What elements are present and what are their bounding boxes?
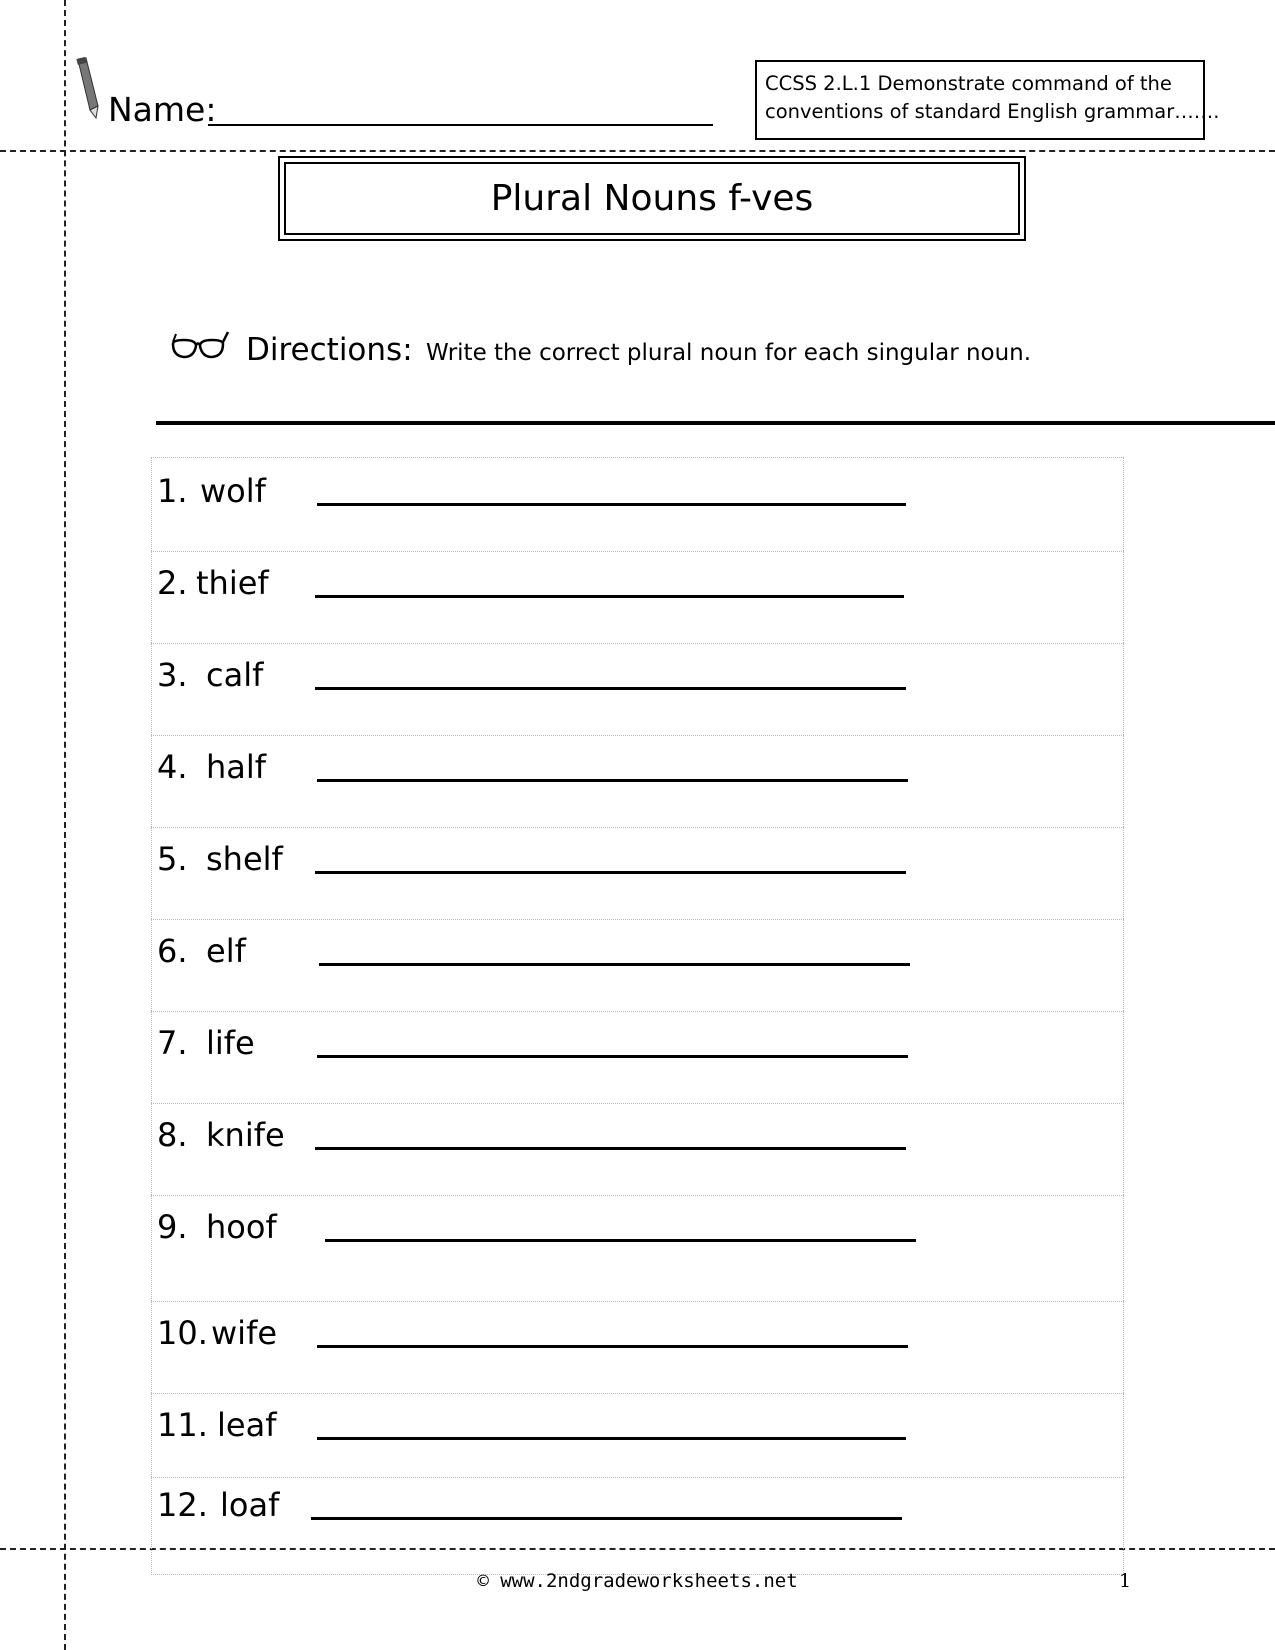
singular-noun: wife bbox=[211, 1314, 278, 1352]
page-number: 1 bbox=[1119, 1570, 1132, 1592]
item-number: 4. bbox=[157, 748, 188, 786]
row-separator bbox=[151, 1011, 1124, 1012]
name-line[interactable] bbox=[208, 124, 713, 126]
singular-noun: loaf bbox=[220, 1486, 280, 1524]
name-label: Name: bbox=[108, 90, 217, 129]
item-number: 7. bbox=[157, 1024, 188, 1062]
singular-noun: life bbox=[206, 1024, 255, 1062]
singular-noun: wolf bbox=[200, 472, 266, 510]
row-separator bbox=[151, 1103, 1124, 1104]
ccss-standard-box bbox=[755, 60, 1220, 140]
item-number: 10. bbox=[157, 1314, 208, 1352]
answer-line[interactable] bbox=[317, 1437, 906, 1440]
item-number: 9. bbox=[157, 1208, 188, 1246]
singular-noun: elf bbox=[206, 932, 246, 970]
singular-noun: thief bbox=[196, 564, 269, 602]
answer-line[interactable] bbox=[315, 595, 904, 598]
copyright-text: © www.2ndgradeworksheets.net bbox=[477, 1570, 798, 1592]
answer-line[interactable] bbox=[315, 1147, 906, 1150]
answer-line[interactable] bbox=[317, 503, 906, 506]
directions-label: Directions: bbox=[246, 332, 413, 368]
item-number: 2. bbox=[157, 564, 188, 602]
item-number: 5. bbox=[157, 840, 188, 878]
row-separator bbox=[151, 1195, 1124, 1196]
row-separator bbox=[151, 735, 1124, 736]
singular-noun: shelf bbox=[206, 840, 283, 878]
item-number: 6. bbox=[157, 932, 188, 970]
item-number: 11. bbox=[157, 1406, 208, 1444]
title-box bbox=[278, 156, 1026, 241]
page-title: Plural Nouns f-ves bbox=[284, 162, 1020, 235]
directions-rule bbox=[156, 421, 1275, 425]
singular-noun: hoof bbox=[206, 1208, 277, 1246]
row-separator bbox=[151, 551, 1124, 552]
item-number: 1. bbox=[157, 472, 188, 510]
vertical-guide-line bbox=[64, 0, 66, 1650]
answer-line[interactable] bbox=[315, 687, 906, 690]
item-number: 3. bbox=[157, 656, 188, 694]
row-separator bbox=[151, 919, 1124, 920]
answer-line[interactable] bbox=[317, 1055, 908, 1058]
item-number: 12. bbox=[157, 1486, 208, 1524]
exercise-list bbox=[151, 457, 1124, 1575]
directions-text: Write the correct plural noun for each singular noun. bbox=[426, 340, 1032, 366]
ccss-line-2: conventions of standard English grammar……. bbox=[765, 100, 1220, 123]
row-separator bbox=[151, 1393, 1124, 1394]
row-separator bbox=[151, 827, 1124, 828]
row-separator bbox=[151, 1477, 1124, 1478]
top-guide-line bbox=[0, 150, 1275, 152]
singular-noun: half bbox=[206, 748, 267, 786]
singular-noun: calf bbox=[206, 656, 264, 694]
singular-noun: leaf bbox=[217, 1406, 277, 1444]
answer-line[interactable] bbox=[317, 1345, 908, 1348]
singular-noun: knife bbox=[206, 1116, 285, 1154]
row-separator bbox=[151, 1301, 1124, 1302]
row-separator bbox=[151, 643, 1124, 644]
ccss-line-1: CCSS 2.L.1 Demonstrate command of the bbox=[765, 72, 1172, 95]
answer-line[interactable] bbox=[317, 779, 908, 782]
answer-line[interactable] bbox=[311, 1517, 902, 1520]
item-number: 8. bbox=[157, 1116, 188, 1154]
answer-line[interactable] bbox=[319, 963, 910, 966]
pencil-icon bbox=[72, 56, 104, 120]
glasses-icon bbox=[170, 330, 230, 364]
answer-line[interactable] bbox=[315, 871, 906, 874]
answer-line[interactable] bbox=[325, 1239, 916, 1242]
